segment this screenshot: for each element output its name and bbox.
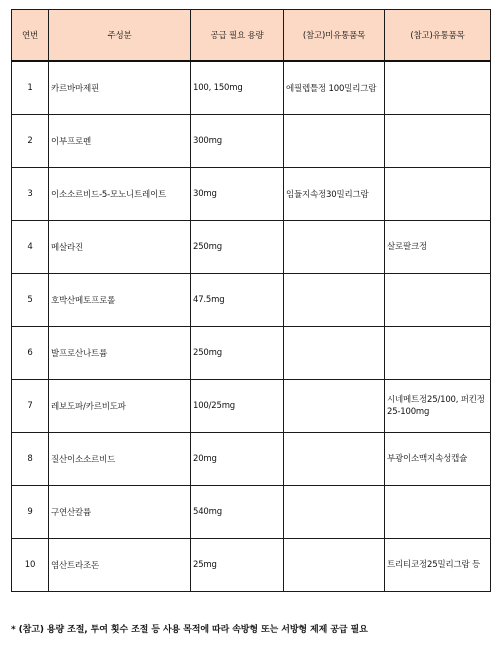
cell-main-ingredient: 발프로산나트륨 — [49, 327, 191, 380]
cell-serial-number: 10 — [12, 539, 49, 592]
cell-ref-unavailable — [284, 115, 385, 168]
cell-required-dose: 30mg — [191, 168, 284, 221]
cell-main-ingredient: 구연산칼륨 — [49, 486, 191, 539]
table-row — [12, 115, 491, 168]
cell-ref-unavailable — [284, 486, 385, 539]
cell-required-dose: 20mg — [191, 433, 284, 486]
cell-ref-available — [385, 115, 491, 168]
supply-table — [11, 9, 491, 592]
cell-ref-unavailable — [284, 221, 385, 274]
cell-required-dose: 250mg — [191, 221, 284, 274]
cell-ref-available — [385, 486, 491, 539]
cell-main-ingredient: 염산트라조돈 — [49, 539, 191, 592]
cell-serial-number: 5 — [12, 274, 49, 327]
header-required-dose: 공급 필요 용량 — [191, 10, 284, 62]
cell-serial-number: 9 — [12, 486, 49, 539]
table-row — [12, 539, 491, 592]
header-ref-available-products: (참고)유통품목 — [385, 10, 491, 62]
cell-required-dose: 47.5mg — [191, 274, 284, 327]
cell-ref-available: 시네메트정25/100, 퍼킨정25-100mg — [385, 380, 491, 433]
cell-main-ingredient: 레보도파/카르비도파 — [49, 380, 191, 433]
cell-required-dose: 25mg — [191, 539, 284, 592]
cell-ref-available — [385, 61, 491, 115]
cell-serial-number: 1 — [12, 61, 49, 115]
cell-serial-number: 2 — [12, 115, 49, 168]
table-row — [12, 274, 491, 327]
cell-required-dose: 100, 150mg — [191, 61, 284, 115]
header-serial-number: 연번 — [12, 10, 49, 62]
supply-table-container — [11, 9, 490, 592]
cell-serial-number: 8 — [12, 433, 49, 486]
cell-main-ingredient: 카르바마제핀 — [49, 61, 191, 115]
cell-main-ingredient: 이소소르비드-5-모노니트레이트 — [49, 168, 191, 221]
cell-ref-available: 살로팔크정 — [385, 221, 491, 274]
cell-ref-available — [385, 274, 491, 327]
cell-ref-unavailable — [284, 433, 385, 486]
cell-ref-available: 트리티코정25밀리그람 등 — [385, 539, 491, 592]
cell-ref-unavailable — [284, 327, 385, 380]
header-main-ingredient: 주성분 — [49, 10, 191, 62]
table-row — [12, 486, 491, 539]
cell-ref-unavailable — [284, 380, 385, 433]
footnote: * (참고) 용량 조절, 투여 횟수 조절 등 사용 목적에 따라 속방형 또는 서방형 제제 공급 필요 — [11, 625, 368, 635]
table-row — [12, 221, 491, 274]
cell-serial-number: 4 — [12, 221, 49, 274]
cell-serial-number: 3 — [12, 168, 49, 221]
cell-required-dose: 250mg — [191, 327, 284, 380]
cell-serial-number: 7 — [12, 380, 49, 433]
cell-ref-available — [385, 168, 491, 221]
cell-ref-unavailable: 임듈지속정30밀리그람 — [284, 168, 385, 221]
cell-ref-available — [385, 327, 491, 380]
cell-required-dose: 100/25mg — [191, 380, 284, 433]
header-ref-unavailable-products: (참고)미유통품목 — [284, 10, 385, 62]
cell-ref-unavailable — [284, 274, 385, 327]
cell-main-ingredient: 질산이소소르비드 — [49, 433, 191, 486]
cell-ref-unavailable — [284, 539, 385, 592]
table-row — [12, 380, 491, 433]
cell-required-dose: 540mg — [191, 486, 284, 539]
table-body — [12, 61, 491, 592]
cell-main-ingredient: 메살라진 — [49, 221, 191, 274]
table-row — [12, 433, 491, 486]
cell-main-ingredient: 이부프로펜 — [49, 115, 191, 168]
table-row — [12, 327, 491, 380]
cell-ref-unavailable: 에필렙틀정 100밀리그람 — [284, 61, 385, 115]
cell-required-dose: 300mg — [191, 115, 284, 168]
table-row — [12, 61, 491, 115]
cell-ref-available: 부광이소맥지속성캡슐 — [385, 433, 491, 486]
cell-serial-number: 6 — [12, 327, 49, 380]
table-header-row — [12, 10, 491, 62]
cell-main-ingredient: 호박산메토프로롤 — [49, 274, 191, 327]
table-row — [12, 168, 491, 221]
